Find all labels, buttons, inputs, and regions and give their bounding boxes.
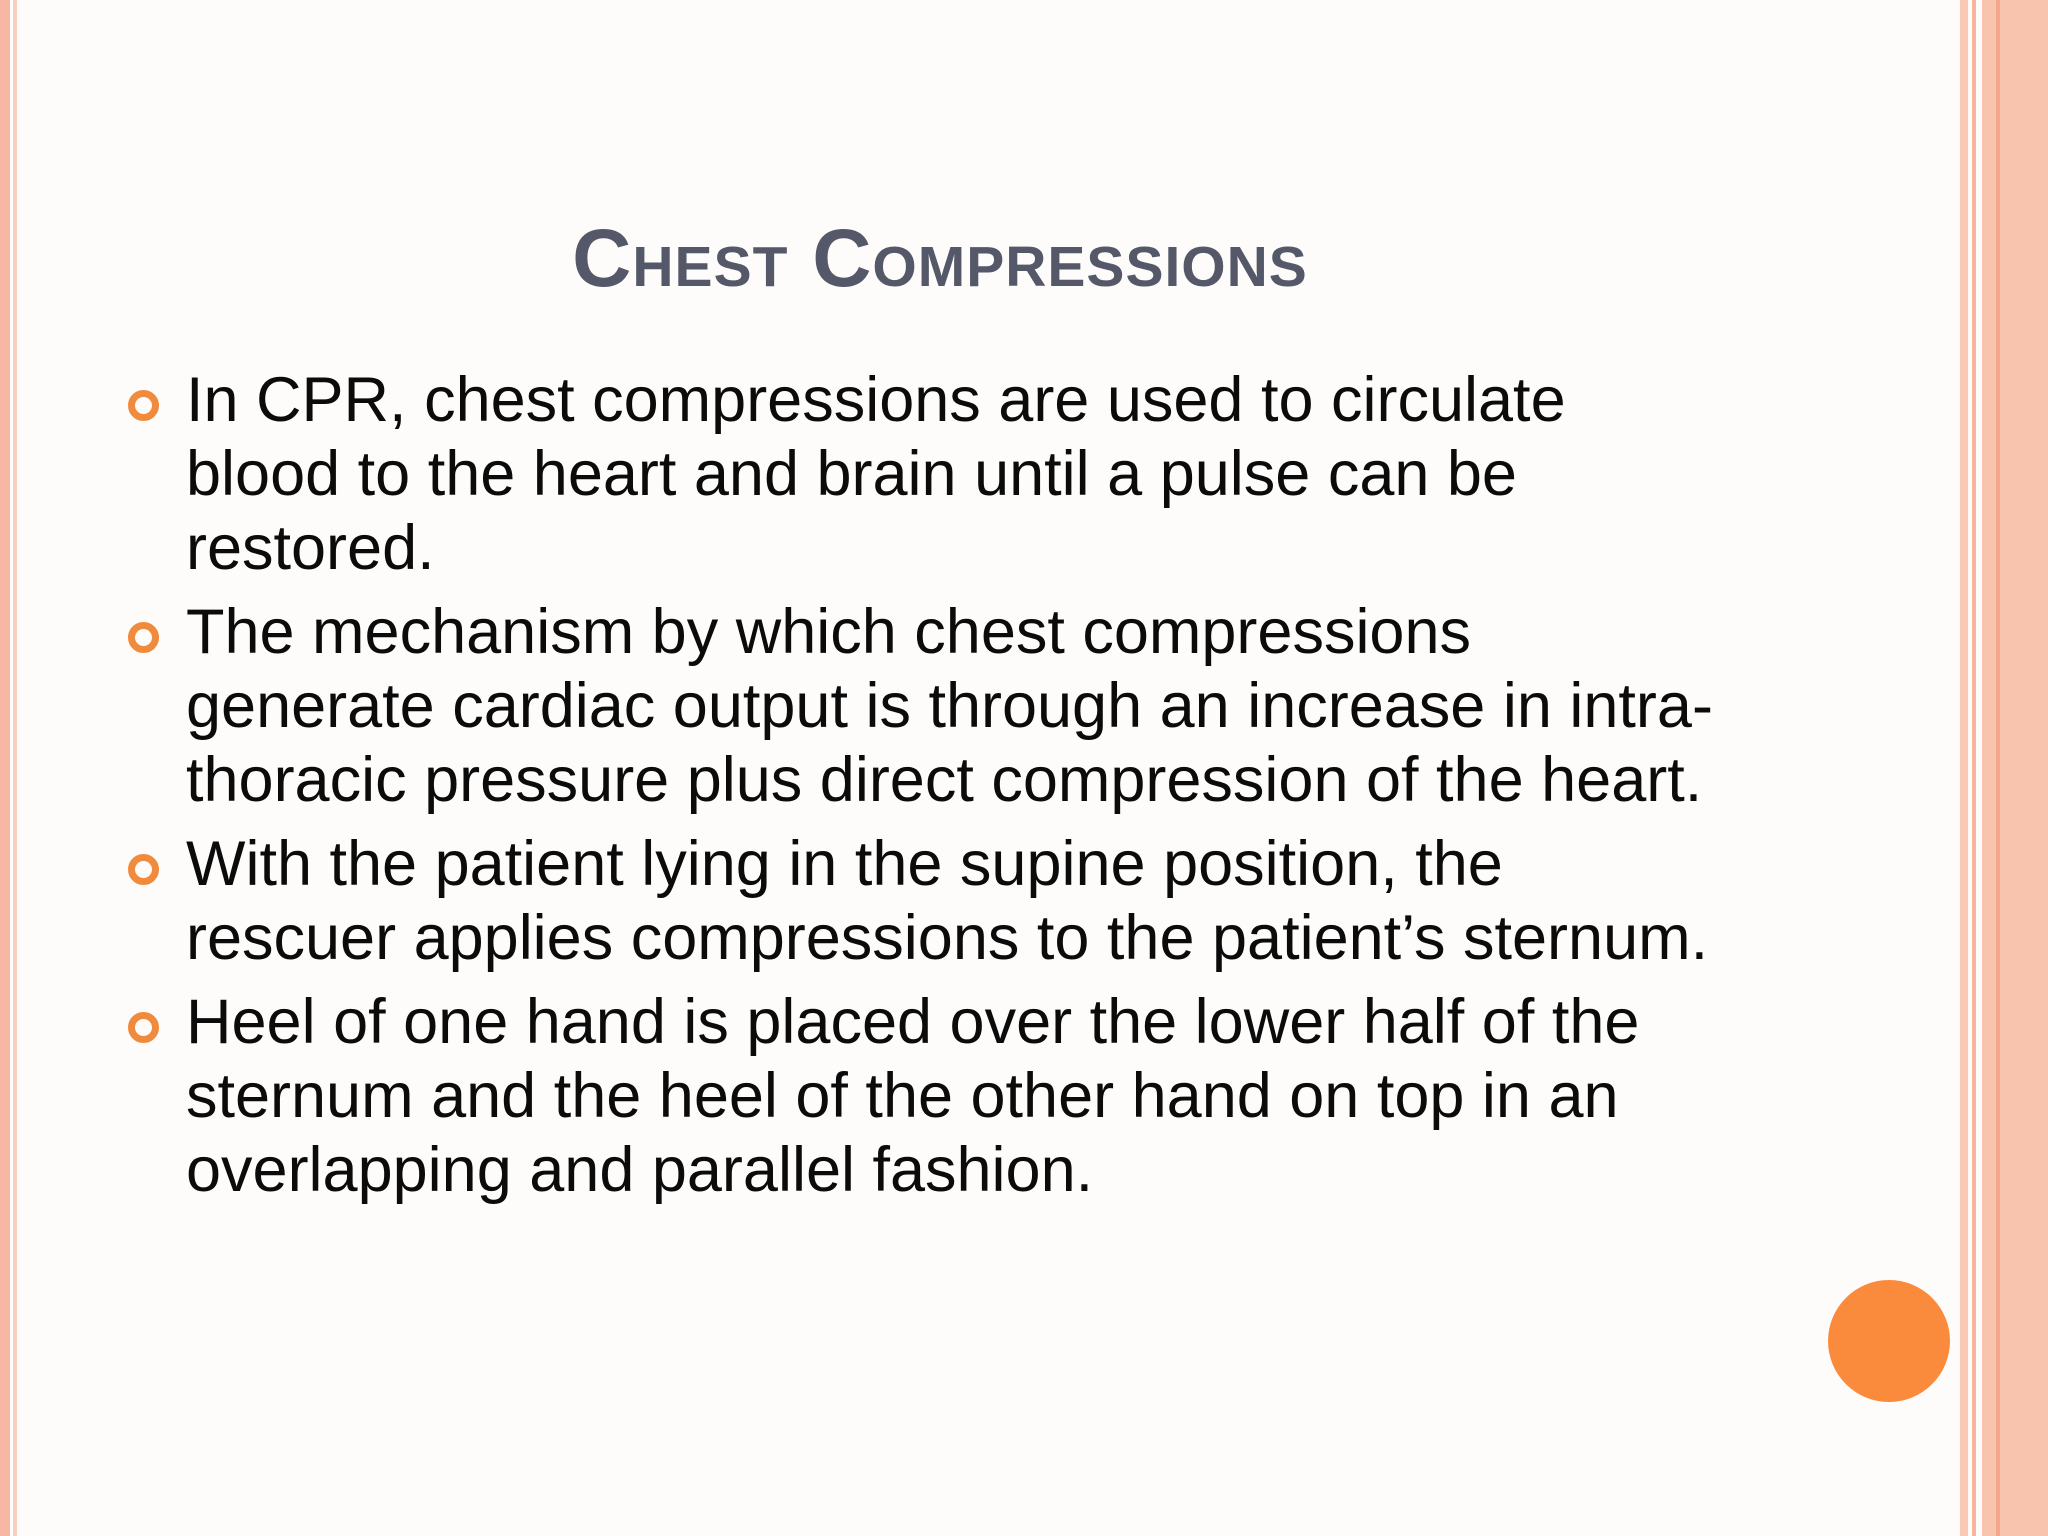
bullet-text: With the patient lying in the supine position, the rescuer applies compressions to the patient’s sternum. bbox=[186, 829, 1709, 973]
bullet-item bbox=[120, 827, 1720, 975]
bullet-item bbox=[120, 363, 1720, 585]
decorative-circle-icon bbox=[1828, 1280, 1950, 1402]
ring-bullet-icon bbox=[128, 1012, 159, 1043]
right-stripe bbox=[1972, 0, 1976, 1536]
right-stripe bbox=[1960, 0, 1968, 1536]
ring-bullet-icon bbox=[128, 854, 159, 885]
slide-title: Chest Compressions bbox=[572, 213, 1308, 304]
right-border-band bbox=[1982, 0, 2048, 1536]
bullet-item bbox=[120, 595, 1720, 817]
bullet-list bbox=[120, 363, 1720, 1217]
ring-bullet-icon bbox=[128, 390, 159, 421]
bullet-text: In CPR, chest compressions are used to circulate blood to the heart and brain until a pulse can be restored. bbox=[186, 365, 1566, 583]
bullet-text: Heel of one hand is placed over the lower half of the sternum and the heel of the other hand on top in an overlapping and parallel fashion. bbox=[186, 987, 1640, 1205]
ring-bullet-icon bbox=[128, 622, 159, 653]
bullet-item bbox=[120, 985, 1720, 1207]
bullet-text: The mechanism by which chest compressions generate cardiac output is through an increase in intra-thoracic pressure plus direct compression of the heart. bbox=[186, 597, 1713, 815]
right-stripe bbox=[1996, 0, 2000, 1536]
